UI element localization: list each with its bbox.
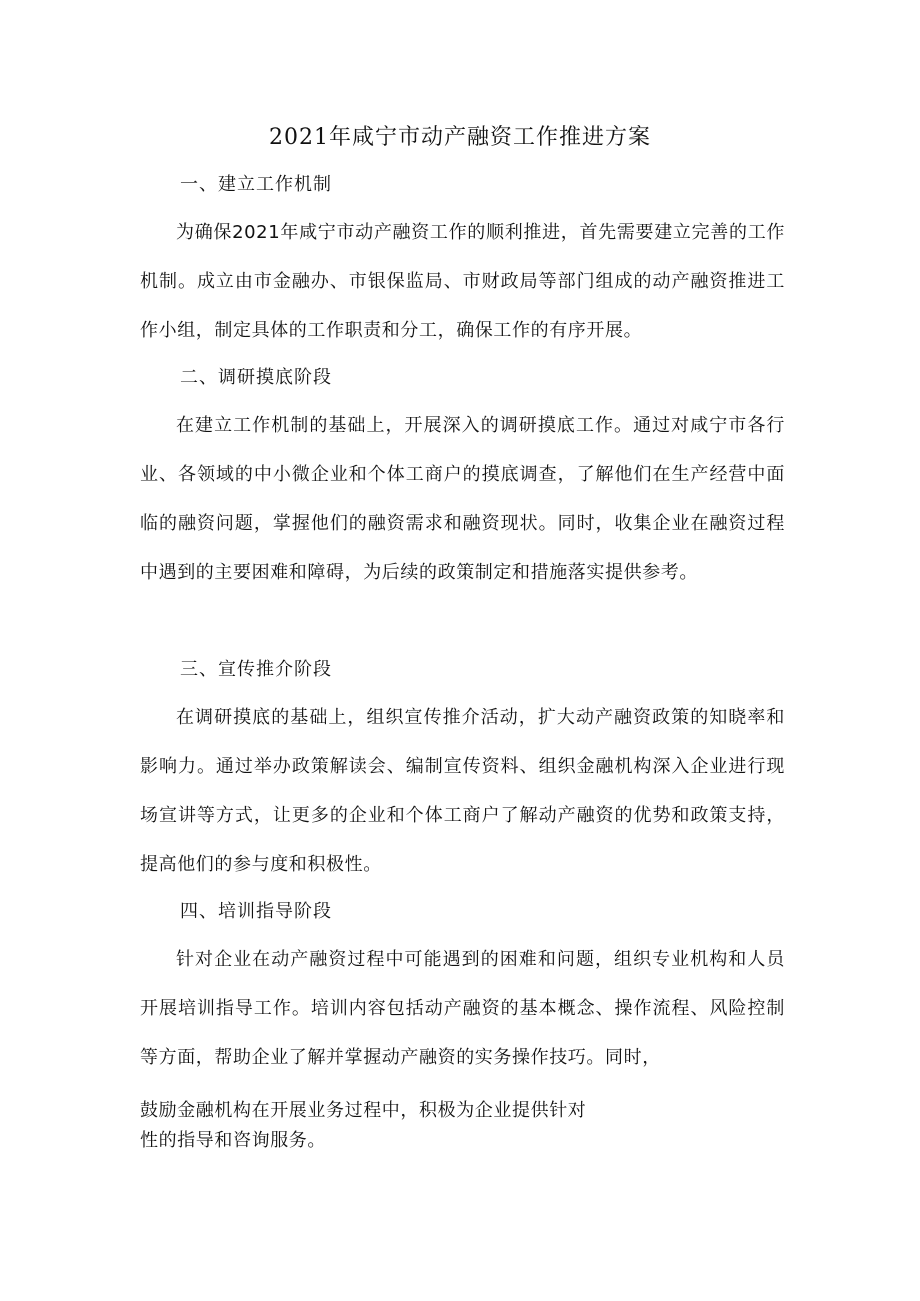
section-heading-1: 一、建立工作机制 <box>180 174 332 195</box>
section-body-2: 在建立工作机制的基础上，开展深入的调研摸底工作。通过对咸宁市各行业、各领域的中小微企业和个体工商户的摸底调查，了解他们在生产经营中面临的融资问题，掌握他们的融资需求和融资现状。同时，收集企业在融资过程中遇到的主要困难和障碍，为后续的政策制定和措施落实提供参考。 <box>140 415 785 583</box>
section-body-4: 针对企业在动产融资过程中可能遇到的困难和问题，组织专业机构和人员开展培训指导工作。培训内容包括动产融资的基本概念、操作流程、风险控制等方面，帮助企业了解并掌握动产融资的实务操作技巧。同时， <box>140 949 785 1068</box>
section-body-4-line-b: 性的指导和咨询服务。 <box>140 1130 326 1151</box>
section-heading-3: 三、宣传推介阶段 <box>180 659 332 680</box>
section-body-3: 在调研摸底的基础上，组织宣传推介活动，扩大动产融资政策的知晓率和影响力。通过举办政策解读会、编制宣传资料、组织金融机构深入企业进行现场宣讲等方式，让更多的企业和个体工商户了解动产融资的优势和政策支持，提高他们的参与度和积极性。 <box>140 707 785 875</box>
document-title: 2021年咸宁市动产融资工作推进方案 <box>269 125 651 150</box>
section-body-1: 为确保2021年咸宁市动产融资工作的顺利推进，首先需要建立完善的工作机制。成立由市金融办、市银保监局、市财政局等部门组成的动产融资推进工作小组，制定具体的工作职责和分工，确保工作的有序开展。 <box>140 222 785 341</box>
section-heading-2: 二、调研摸底阶段 <box>180 367 332 388</box>
section-heading-4: 四、培训指导阶段 <box>180 901 332 922</box>
section-body-4-line-a: 鼓励金融机构在开展业务过程中，积极为企业提供针对 <box>140 1100 587 1121</box>
